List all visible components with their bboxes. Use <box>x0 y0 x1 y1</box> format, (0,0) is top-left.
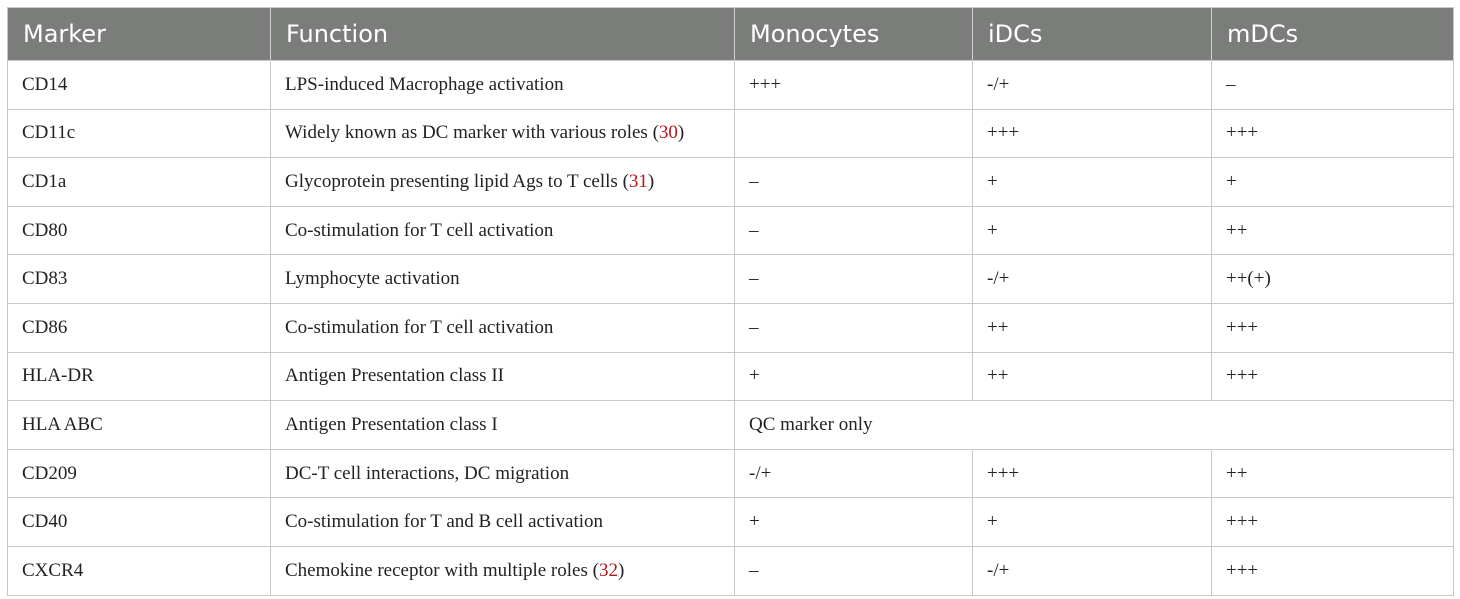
cell-idcs: +++ <box>973 109 1212 158</box>
table-row <box>8 255 1454 304</box>
table-row <box>8 109 1454 158</box>
function-text: Chemokine receptor with multiple roles <box>285 559 588 581</box>
function-text: Glycoprotein presenting lipid Ags to T cells <box>285 170 618 192</box>
cell-function <box>271 61 735 110</box>
cell-function <box>271 255 735 304</box>
table-row <box>8 303 1454 352</box>
header-marker: Marker <box>8 8 271 61</box>
cell-monocytes: -/+ <box>735 449 973 498</box>
table-row <box>8 206 1454 255</box>
cell-idcs: -/+ <box>973 61 1212 110</box>
table-row <box>8 158 1454 207</box>
function-text: Widely known as DC marker with various roles <box>285 122 648 144</box>
table-body <box>8 61 1454 596</box>
cell-qc-note: QC marker only <box>735 401 1454 450</box>
table-row <box>8 546 1454 595</box>
cell-monocytes: + <box>735 498 973 547</box>
marker-table-container <box>7 7 1453 596</box>
function-text: Co-stimulation for T cell activation <box>285 219 554 241</box>
cell-function <box>271 352 735 401</box>
cell-mdcs: ++ <box>1212 206 1454 255</box>
table-row <box>8 352 1454 401</box>
cell-marker: CD14 <box>8 61 271 110</box>
cell-mdcs: ++(+) <box>1212 255 1454 304</box>
header-function: Function <box>271 8 735 61</box>
cell-function <box>271 498 735 547</box>
cell-monocytes: – <box>735 206 973 255</box>
cell-idcs: -/+ <box>973 255 1212 304</box>
cell-function <box>271 401 735 450</box>
cell-function: Glycoprotein presenting lipid Ags to T cells (31) <box>271 158 735 207</box>
table-row <box>8 61 1454 110</box>
reference-link[interactable]: 31 <box>628 170 648 192</box>
function-text: LPS-induced Macrophage activation <box>285 73 564 95</box>
function-text: Lymphocyte activation <box>285 268 460 290</box>
reference-link[interactable]: 30 <box>658 122 678 144</box>
cell-monocytes: – <box>735 158 973 207</box>
function-text: DC-T cell interactions, DC migration <box>285 462 570 484</box>
cell-mdcs: ++ <box>1212 449 1454 498</box>
function-text: Antigen Presentation class II <box>285 365 504 387</box>
cell-idcs: -/+ <box>973 546 1212 595</box>
table-row <box>8 498 1454 547</box>
cell-function: Widely known as DC marker with various roles (30) <box>271 109 735 158</box>
header-row <box>8 8 1454 61</box>
function-text: Co-stimulation for T cell activation <box>285 316 554 338</box>
cell-marker: CD83 <box>8 255 271 304</box>
cell-marker: CXCR4 <box>8 546 271 595</box>
header-mdcs: mDCs <box>1212 8 1454 61</box>
cell-marker: HLA ABC <box>8 401 271 450</box>
cell-idcs: +++ <box>973 449 1212 498</box>
table-row <box>8 401 1454 450</box>
cell-idcs: + <box>973 206 1212 255</box>
cell-monocytes: – <box>735 255 973 304</box>
cell-idcs: ++ <box>973 303 1212 352</box>
cell-mdcs: + <box>1212 158 1454 207</box>
header-idcs: iDCs <box>973 8 1212 61</box>
cell-marker: CD40 <box>8 498 271 547</box>
marker-table <box>7 7 1454 596</box>
cell-mdcs: +++ <box>1212 109 1454 158</box>
reference-link[interactable]: 32 <box>598 559 618 581</box>
cell-idcs: ++ <box>973 352 1212 401</box>
function-text: Co-stimulation for T and B cell activation <box>285 511 604 533</box>
cell-marker: CD80 <box>8 206 271 255</box>
cell-monocytes: – <box>735 303 973 352</box>
header-monocytes: Monocytes <box>735 8 973 61</box>
cell-mdcs: +++ <box>1212 546 1454 595</box>
cell-monocytes <box>735 109 973 158</box>
cell-idcs: + <box>973 158 1212 207</box>
cell-function <box>271 303 735 352</box>
cell-mdcs: – <box>1212 61 1454 110</box>
table-row <box>8 449 1454 498</box>
table-header <box>8 8 1454 61</box>
cell-function: Chemokine receptor with multiple roles (32) <box>271 546 735 595</box>
cell-monocytes: + <box>735 352 973 401</box>
cell-mdcs: +++ <box>1212 352 1454 401</box>
cell-monocytes: +++ <box>735 61 973 110</box>
cell-marker: CD209 <box>8 449 271 498</box>
cell-marker: CD86 <box>8 303 271 352</box>
cell-function <box>271 206 735 255</box>
cell-function <box>271 449 735 498</box>
cell-mdcs: +++ <box>1212 303 1454 352</box>
cell-mdcs: +++ <box>1212 498 1454 547</box>
cell-marker: CD11c <box>8 109 271 158</box>
function-text: Antigen Presentation class I <box>285 413 498 435</box>
cell-marker: CD1a <box>8 158 271 207</box>
cell-monocytes: – <box>735 546 973 595</box>
cell-idcs: + <box>973 498 1212 547</box>
cell-marker: HLA-DR <box>8 352 271 401</box>
